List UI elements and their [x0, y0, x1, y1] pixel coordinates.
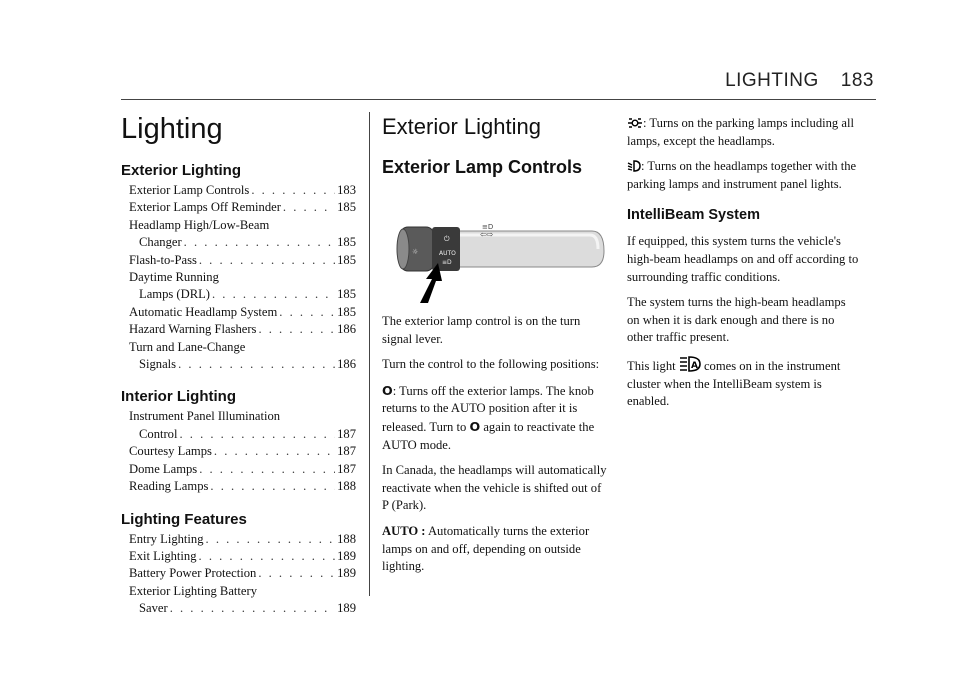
headlamp-icon: ≡D [442, 259, 452, 266]
paragraph-positions: Turn the control to the following positions: [382, 357, 600, 372]
toc-entry[interactable]: Courtesy Lamps . . . 187 [121, 443, 356, 460]
toc-section-exterior [121, 161, 356, 373]
parking-text: : Turns on the parking lamps including all lamps, except the headlamps. [627, 116, 854, 148]
chapter-title: Lighting [121, 113, 223, 145]
toc-entry[interactable]: Exterior Lighting Battery [129, 583, 258, 598]
toc-entry[interactable]: Battery Power Protection . . . 189 [121, 565, 356, 582]
paragraph-parking [627, 115, 859, 150]
parking-lamps-icon [627, 116, 643, 130]
off-text-2: again to reactivate the AUTO mode. [382, 419, 595, 452]
content-column-2 [382, 105, 608, 576]
subsection-title: Exterior Lamp Controls [382, 157, 583, 177]
toc-entry-cont[interactable]: Control . . . 187 [121, 426, 356, 443]
toc-entry[interactable]: Turn and Lane-Change [129, 339, 246, 354]
toc-entry-cont[interactable]: Changer . . . 185 [121, 234, 356, 251]
toc-entry[interactable]: Entry Lighting . . . 188 [121, 531, 356, 548]
toc-entry[interactable]: Hazard Warning Flashers . . . 186 [121, 321, 356, 338]
running-header [725, 70, 874, 92]
paragraph-intellibeam-2: The system turns the high-beam headlamps on when it is dark enough and there is no other traffic present. [627, 295, 846, 345]
header-title: LIGHTING [725, 70, 819, 91]
power-icon: ⏻ [444, 235, 450, 243]
toc-entry[interactable]: Headlamp High/Low-Beam [129, 217, 270, 232]
toc-entry-cont[interactable]: Lamps (DRL) . . . 185 [121, 286, 356, 303]
toc-section-features [121, 510, 356, 618]
toc-heading: Interior Lighting [121, 388, 236, 406]
intellibeam-indicator-icon [679, 355, 701, 373]
toc-heading: Lighting Features [121, 510, 247, 528]
toc-entry[interactable]: Exterior Lamp Controls . . . 183 [121, 182, 356, 199]
header-rule [121, 99, 876, 100]
svg-text:A: A [690, 360, 698, 371]
paragraph-intro: The exterior lamp control is on the turn signal lever. [382, 314, 581, 346]
paragraph-off [382, 382, 608, 454]
off-symbol-icon: O [382, 382, 393, 398]
toc-entry[interactable]: Exit Lighting . . . 189 [121, 548, 356, 565]
toc-entry[interactable]: Reading Lamps . . . 188 [121, 478, 356, 495]
paragraph-auto [382, 523, 608, 576]
toc-section-interior [121, 387, 356, 495]
auto-text: Automatically turns the exterior lamps on and off, depending on outside lighting. [382, 523, 590, 574]
toc-heading: Exterior Lighting [121, 162, 241, 179]
toc-column [121, 105, 356, 618]
page-number: 183 [840, 70, 874, 91]
high-beam-icon: ≡D [482, 223, 494, 231]
paragraph-intellibeam-3 [627, 355, 859, 411]
turn-arrows-icon: ⇦⇨ [480, 230, 494, 239]
paragraph-headlamps [627, 158, 859, 193]
toc-entry[interactable]: Daytime Running [129, 270, 219, 285]
dash-light-icon: ☼ [412, 248, 419, 256]
off-symbol-icon: O [469, 418, 481, 434]
toc-entry[interactable]: Exterior Lamps Off Reminder . . . 185 [121, 199, 356, 216]
auto-label: AUTO : [382, 523, 426, 538]
toc-entry[interactable]: Dome Lamps . . . 187 [121, 461, 356, 478]
content-column-3 [627, 105, 859, 411]
toc-entry-cont[interactable]: Saver . . . 189 [121, 600, 356, 617]
turn-signal-lever-illustration [382, 193, 608, 305]
toc-entry[interactable]: Flash-to-Pass . . . 185 [121, 252, 356, 269]
section-title: Exterior Lighting [382, 114, 541, 139]
toc-entry[interactable]: Automatic Headlamp System . . . 185 [121, 304, 356, 321]
ib-text-a: This light [627, 358, 676, 373]
ib-text-b: comes on in the instrument cluster when the IntelliBeam system is enabled. [627, 358, 841, 409]
toc-entry-cont[interactable]: Signals . . . 186 [121, 356, 356, 373]
intellibeam-heading: IntelliBeam System [627, 207, 760, 224]
toc-entry[interactable]: Instrument Panel Illumination [129, 409, 281, 424]
figure-auto-label: AUTO [439, 250, 456, 257]
column-divider [369, 112, 370, 596]
paragraph-canada: In Canada, the headlamps will automatically reactivate when the vehicle is shifted out of P (Park). [382, 463, 607, 513]
headlamp-text: : Turns on the headlamps together with the parking lamps and instrument panel lights. [627, 159, 857, 191]
low-beam-headlamp-icon [627, 159, 641, 173]
off-text: : Turns off the exterior lamps. The knob returns to the AUTO position after it is released. Turn to [382, 383, 594, 434]
paragraph-intellibeam-1: If equipped, this system turns the vehicle's high-beam headlamps on and off according to surrounding traffic conditions. [627, 234, 859, 284]
